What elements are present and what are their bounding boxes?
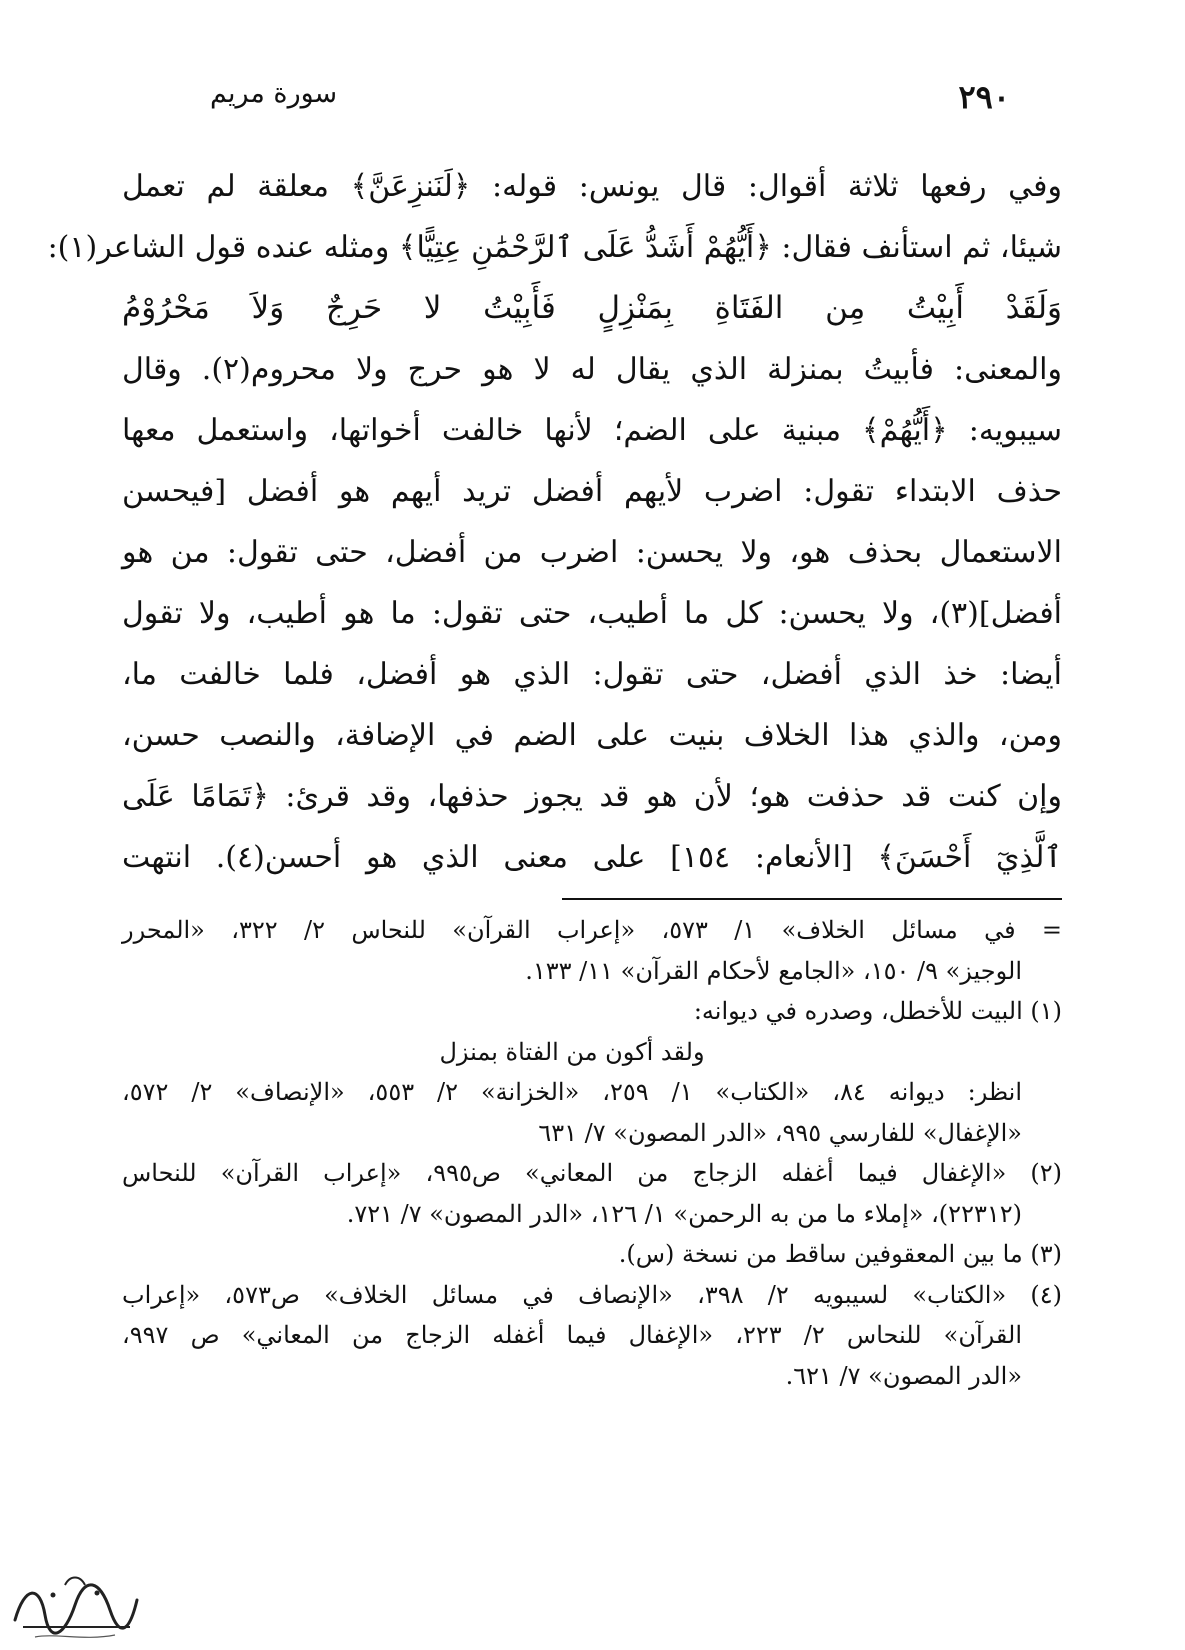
- poetry-verse: وَلَقَدْ أَبِيْتُ مِن الفَتَاةِ بِمَنْزِلٍ فَأَبِيْتُ لا حَرِجٌ وَلاَ مَحْرُوْمُ: [122, 290, 1062, 326]
- text-line: أفضل](٣)، ولا يحسن: كل ما أطيب، حتى تقول: ما هو أطيب، ولا تقول: [122, 596, 1062, 631]
- page-header: [210, 72, 1010, 122]
- watermark-logo-icon: [5, 1565, 145, 1645]
- text-line: الاستعمال بحذف هو، ولا يحسن: اضرب من أفضل، حتى تقول: من هو: [122, 535, 1062, 570]
- text-line: سيبويه: ﴿أَيُّهُمْ﴾ مبنية على الضم؛ لأنها خالفت أخواتها، واستعمل معها: [122, 413, 1062, 448]
- text-line: وإن كنت قد حذفت هو؛ لأن هو قد يجوز حذفها، وقد قرئ: ﴿تَمَامًا عَلَى: [122, 779, 1062, 814]
- footnote-line: انظر: ديوانه ٨٤، «الكتاب» ١/ ٢٥٩، «الخزانة» ٢/ ٥٥٣، «الإنصاف» ٢/ ٥٧٢،: [122, 1078, 1023, 1106]
- footnote-divider: [562, 898, 1062, 900]
- footnote-verse: ولقد أكون من الفتاة بمنزل: [439, 1037, 705, 1066]
- footnotes: [122, 910, 1062, 1396]
- footnote-line: (٢٢٣١٢)، «إملاء ما من به الرحمن» ١/ ١٢٦، «الدر المصون» ٧/ ٧٢١.: [346, 1199, 1022, 1228]
- text-line: والمعنى: فأبيتُ بمنزلة الذي يقال له لا هو حرج ولا محروم(٢). وقال: [122, 352, 1062, 387]
- footnote-line: (٣) ما بين المعقوفين ساقط من نسخة (س).: [618, 1240, 1062, 1268]
- surah-title: سورة مريم: [210, 78, 338, 109]
- text-line: وفي رفعها ثلاثة أقوال: قال يونس: قوله: ﴿لَنَنزِعَنَّ﴾ معلقة لم تعمل: [122, 169, 1062, 204]
- text-line: شيئا، ثم استأنف فقال: ﴿أَيُّهُمْ أَشَدُّ عَلَى ٱلرَّحْمَٰنِ عِتِيًّا﴾ ومثله عنده قول الشاعر(١):: [47, 230, 1062, 265]
- text-line: حذف الابتداء تقول: اضرب لأيهم أفضل تريد أيهم هو أفضل [فيحسن: [122, 474, 1062, 509]
- footnote-line: «الدر المصون» ٧/ ٦٢١.: [785, 1361, 1022, 1390]
- text-line: ٱلَّذِيٓ أَحْسَنَ﴾ [الأنعام: ١٥٤] على معنى الذي هو أحسن(٤). انتهت: [122, 840, 1063, 875]
- footnote-line: (٤) «الكتاب» لسيبويه ٢/ ٣٩٨، «الإنصاف في مسائل الخلاف» ص٥٧٣، «إعراب: [122, 1280, 1062, 1309]
- page-number: ٢٩٠: [958, 78, 1010, 116]
- main-text: [47, 156, 1063, 888]
- footnote-line: (٢) «الإغفال فيما أغفله الزجاج من المعاني» ص٩٩٥، «إعراب القرآن» للنحاس: [122, 1159, 1063, 1187]
- footnote-line: «الإغفال» للفارسي ٩٩٥، «الدر المصون» ٧/ ٦٣١: [538, 1118, 1022, 1147]
- footnote-line: (١) البيت للأخطل، وصدره في ديوانه:: [693, 997, 1062, 1025]
- footnote-line: الوجيز» ٩/ ١٥٠، «الجامع لأحكام القرآن» ١١/ ١٣٣.: [525, 956, 1022, 985]
- footnote-line: = في مسائل الخلاف» ١/ ٥٧٣، «إعراب القرآن» للنحاس ٢/ ٣٢٢، «المحرر: [122, 916, 1062, 944]
- text-line: ومن، والذي هذا الخلاف بنيت على الضم في الإضافة، والنصب حسن،: [122, 718, 1062, 753]
- footnote-line: القرآن» للنحاس ٢/ ٢٢٣، «الإغفال فيما أغفله الزجاج من المعاني» ص ٩٩٧،: [122, 1321, 1023, 1349]
- text-line: أيضا: خذ الذي أفضل، حتى تقول: الذي هو أفضل، فلما خالفت ما،: [122, 657, 1062, 692]
